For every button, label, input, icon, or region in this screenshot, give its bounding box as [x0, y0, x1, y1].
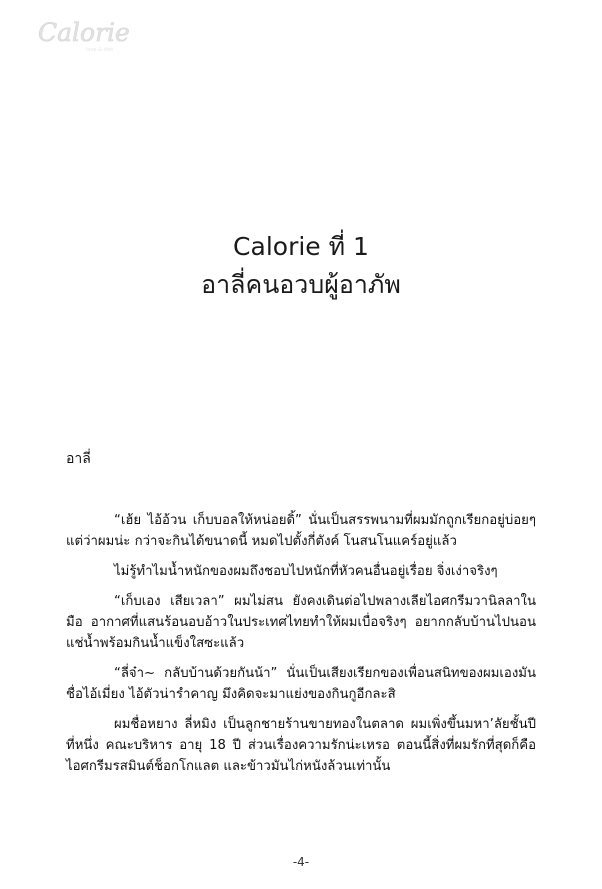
chapter-title: อาลี่คนอวบผู้อาภัพ: [201, 270, 401, 299]
paragraph: ไม่รู้ทำไมน้ำหนักของผมถึงชอบไปหนักที่หัวคนอื่นอยู่เรื่อย จิ่งเง่าจริงๆ: [114, 564, 498, 579]
svg-text:love & diet: love & diet: [86, 47, 114, 53]
paragraph: “ลี่จ๋า~ กลับบ้านด้วยกันน้า” นั่นเป็นเสียงเรียกของเพื่อนสนิทของผมเองมันชื่อไอ้เมี่ยง ไอ้ตัวน่ารำคาญ มึงคิดจะมาแย่งของกินกูอีกละสิ: [66, 666, 536, 702]
calorie-logo: [36, 14, 136, 54]
chapter-number: Calorie ที่ 1: [233, 232, 369, 261]
page-number: -4-: [292, 855, 310, 869]
paragraph: “เก็บเอง เสียเวลา” ผมไม่สน ยังคงเดินต่อไปพลางเลียไอศกรีมวานิลลาในมือ อากาศที่แสนร้อนอบอ้าวในประเทศไทยทำให้ผมเบื่อจริงๆ อยากกลับบ้านไปนอนแช่น้ำพร้อมกินน้ำแข็งใสซะแล้ว: [66, 594, 536, 651]
section-speaker: อาลี่: [66, 451, 91, 467]
paragraph: ผมชื่อหยาง ลี่หมิง เป็นลูกชายร้านขายทองในตลาด ผมเพิ่งขึ้นมหา’ลัยชั้นปีที่หนึ่ง คณะบริหาร อายุ 18 ปี ส่วนเรื่องความรักน่ะเหรอ ตอนนี้สิ่งที่ผมรักที่สุดก็คือไอศกรีมรสมินต์ช็อกโกแลต และข้าวมันไก่หนังล้วนเท่านั้น: [66, 717, 536, 774]
svg-text:Calorie: Calorie: [38, 18, 130, 47]
story-body: [66, 510, 536, 786]
paragraph: “เฮ้ย ไอ้อ้วน เก็บบอลให้หน่อยดิ้” นั่นเป็นสรรพนามที่ผมมักถูกเรียกอยู่บ่อยๆ แต่ว่าผมน่ะ กว่าจะกินได้ขนาดนี้ หมดไปตั้งกี่ตังค์ โนสนโนแคร์อยู่แล้ว: [66, 513, 536, 549]
